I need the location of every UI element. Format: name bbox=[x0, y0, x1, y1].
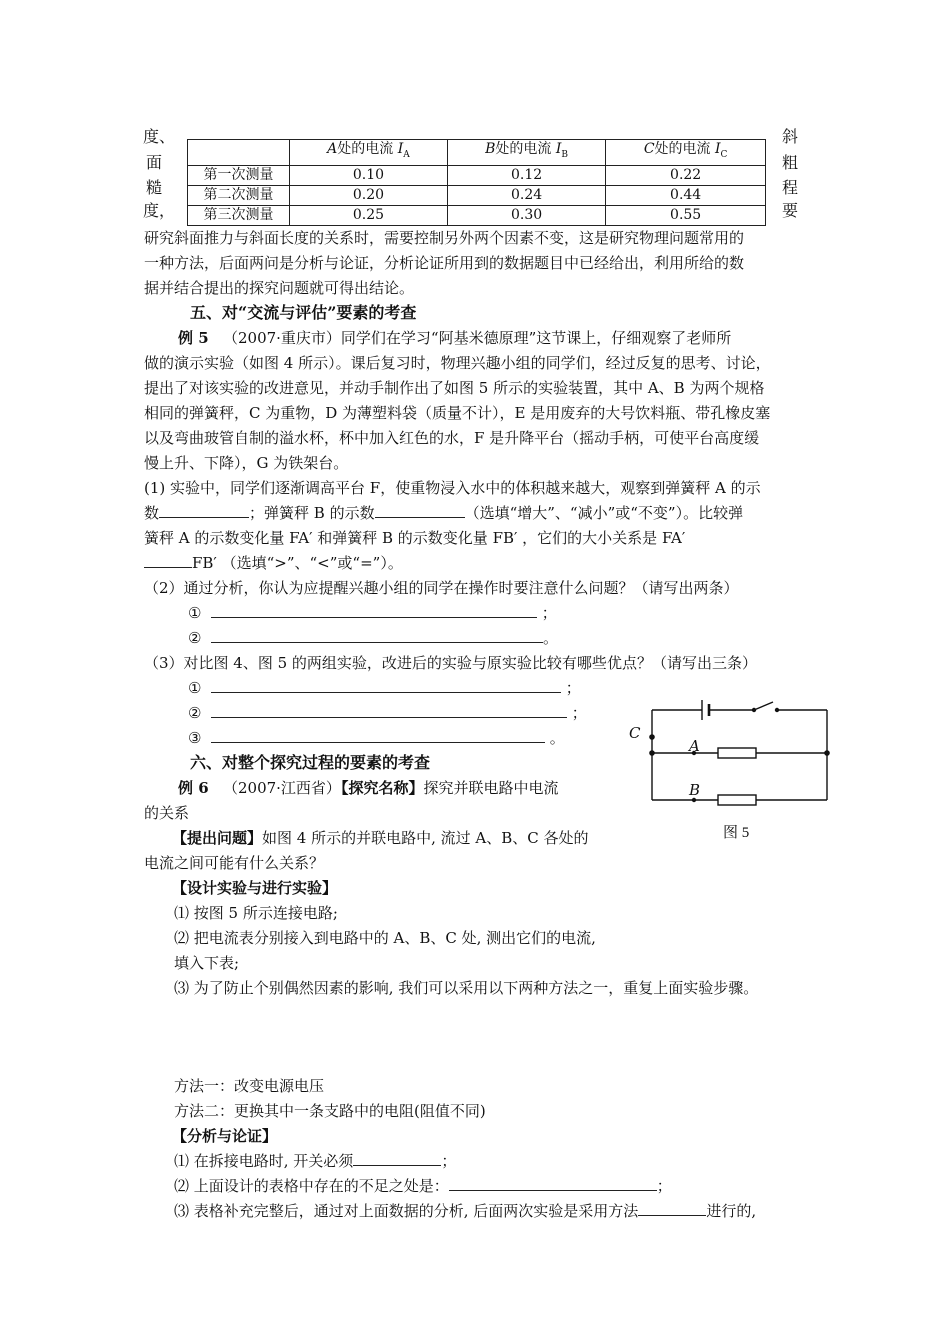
text-line: 据并结合提出的探究问题就可得出结论。 bbox=[144, 279, 415, 297]
text-line bbox=[144, 502, 743, 524]
text-span: 进行的, bbox=[706, 1202, 757, 1220]
section-title: 五、对“交流与评估”要素的考查 bbox=[190, 303, 417, 322]
text-span: （选填“增大”、“减小”或“不变”）。比较弹 bbox=[464, 504, 744, 522]
table-cell: 0.30 bbox=[447, 205, 605, 225]
figure-caption: 图 5 bbox=[723, 825, 750, 841]
text-span: ； bbox=[541, 604, 557, 622]
text-line: 研究斜面推力与斜面长度的关系时，需要控制另外两个因素不变，这是研究物理问题常用的 bbox=[144, 229, 745, 247]
text-span: ⑵ 上面设计的表格中存在的不足之处是： bbox=[174, 1177, 449, 1195]
side-char: 粗 bbox=[781, 153, 798, 172]
text-line bbox=[188, 727, 565, 749]
text-span: 。 bbox=[549, 729, 565, 747]
side-char: 度、 bbox=[143, 127, 176, 146]
table-header-cell: B处的电流 $I_B$ bbox=[447, 140, 605, 166]
text-line bbox=[188, 602, 557, 624]
table-cell: 0.44 bbox=[606, 185, 766, 205]
section-tag: 【探究名称】 bbox=[340, 779, 424, 797]
table-cell: 0.25 bbox=[290, 205, 448, 225]
text-span: ； bbox=[441, 1152, 457, 1170]
text-line: 一种方法，后面两问是分析与论证，分析论证所用到的数据题目中已经给出，利用所给的数 bbox=[144, 254, 745, 272]
text-span: 数 bbox=[144, 504, 160, 522]
resistor-b bbox=[718, 795, 756, 805]
item-marker: ① bbox=[188, 604, 202, 622]
example-label: 例 6 bbox=[178, 779, 209, 797]
section-tag: 【设计实验与进行实验】 bbox=[172, 879, 338, 897]
text-line bbox=[174, 1175, 672, 1197]
table-header-row bbox=[188, 140, 766, 166]
table-cell: 第二次测量 bbox=[188, 185, 290, 205]
text-line: 方法一：改变电源电压 bbox=[174, 1077, 325, 1095]
answer-blank[interactable] bbox=[211, 728, 545, 743]
table-cell: 第三次测量 bbox=[188, 205, 290, 225]
table-cell: 0.12 bbox=[447, 165, 605, 185]
answer-blank[interactable] bbox=[211, 703, 567, 718]
section-title: 六、对整个探究过程的要素的考查 bbox=[190, 753, 431, 772]
item-marker: ① bbox=[188, 679, 202, 697]
current-table bbox=[187, 139, 766, 226]
table-row bbox=[188, 205, 766, 225]
text-line: (1) 实验中，同学们逐渐调高平台 F，使重物浸入水中的体积越来越大，观察到弹簧秤 A 的示 bbox=[144, 479, 761, 497]
junction-node bbox=[824, 750, 830, 756]
text-line bbox=[188, 702, 587, 724]
text-span: 。 bbox=[543, 629, 559, 647]
text-line: 做的演示实验（如图 4 所示）。课后复习时，物理兴趣小组的同学们，经过反复的思考、讨论， bbox=[144, 354, 771, 372]
answer-blank[interactable] bbox=[211, 628, 543, 643]
text-line bbox=[174, 1150, 456, 1172]
text-line: 以及弯曲玻管自制的溢水杯，杯中加入红色的水，F 是升降平台（摇动手柄，可使平台高度缓 bbox=[144, 429, 760, 447]
label-a: A bbox=[689, 737, 700, 755]
junction-node bbox=[649, 734, 655, 740]
section-tag: 【分析与论证】 bbox=[172, 1127, 278, 1145]
text-line bbox=[178, 327, 731, 349]
answer-blank[interactable] bbox=[159, 503, 249, 518]
text-span: ⑴ 在拆接电路时, 开关必须 bbox=[174, 1152, 354, 1170]
text-span: （2007·江西省） bbox=[222, 779, 341, 797]
side-char: 斜 bbox=[781, 127, 798, 146]
switch-blade bbox=[754, 702, 773, 710]
table-cell: 0.20 bbox=[290, 185, 448, 205]
answer-blank[interactable] bbox=[211, 678, 561, 693]
text-span: （2007·重庆市）同学们在学习“阿基米德原理”这节课上，仔细观察了老师所 bbox=[222, 329, 732, 347]
text-line: 相同的弹簧秤，C 为重物，D 为薄塑料袋（质量不计），E 是用废弃的大号饮料瓶、带孔橡皮塞 bbox=[144, 404, 771, 422]
circuit-diagram bbox=[620, 690, 840, 810]
side-char: 糙 bbox=[145, 178, 162, 197]
text-line: 填入下表; bbox=[174, 954, 240, 972]
text-line bbox=[178, 777, 558, 799]
item-marker: ③ bbox=[188, 729, 202, 747]
table-header-cell: A处的电流 $I_A$ bbox=[290, 140, 448, 166]
text-line: ⑵ 把电流表分别接入到电路中的 A、B、C 处, 测出它们的电流, bbox=[174, 929, 596, 947]
text-line: （3）对比图 4、图 5 的两组实验，改进后的实验与原实验比较有哪些优点？（请写出三条） bbox=[144, 654, 757, 672]
text-line: 电流之间可能有什么关系？ bbox=[144, 854, 325, 872]
text-span: 探究并联电路中电流 bbox=[423, 779, 559, 797]
text-span: 如图 4 所示的并联电路中, 流过 A、B、C 各处的 bbox=[262, 829, 589, 847]
answer-blank[interactable] bbox=[144, 553, 192, 568]
text-line bbox=[174, 1200, 756, 1222]
label-b: B bbox=[689, 781, 701, 799]
text-line bbox=[188, 677, 581, 699]
table-cell: 0.24 bbox=[447, 185, 605, 205]
table-cell: 0.22 bbox=[606, 165, 766, 185]
answer-blank[interactable] bbox=[375, 503, 465, 518]
answer-blank[interactable] bbox=[638, 1201, 706, 1216]
table-cell: 0.55 bbox=[606, 205, 766, 225]
table-cell: 第一次测量 bbox=[188, 165, 290, 185]
text-line: ⑶ 为了防止个别偶然因素的影响, 我们可以采用以下两种方法之一，重复上面实验步骤。 bbox=[174, 979, 759, 997]
side-char: 度， bbox=[143, 201, 176, 220]
item-marker: ② bbox=[188, 629, 202, 647]
side-char: 要 bbox=[781, 201, 798, 220]
text-line: 簧秤 A 的示数变化量 FA′ 和弹簧秤 B 的示数变化量 FB′ ，它们的大小关系是 FA′ bbox=[144, 529, 686, 547]
section-tag: 【提出问题】 bbox=[172, 829, 263, 847]
resistor-a bbox=[718, 748, 756, 758]
text-line: （2）通过分析，你认为应提醒兴趣小组的同学在操作时要注意什么问题？（请写出两条） bbox=[144, 579, 739, 597]
junction-node bbox=[649, 750, 655, 756]
table-row bbox=[188, 185, 766, 205]
text-line bbox=[172, 827, 589, 849]
text-span: ； bbox=[571, 704, 587, 722]
text-line: 慢上升、下降），G 为铁架台。 bbox=[144, 454, 349, 472]
switch-contact bbox=[775, 708, 779, 712]
answer-blank[interactable] bbox=[211, 603, 537, 618]
table-header-cell: C处的电流 $I_C$ bbox=[606, 140, 766, 166]
answer-blank[interactable] bbox=[353, 1151, 441, 1166]
label-c: C bbox=[629, 724, 641, 742]
text-span: ； bbox=[565, 679, 581, 697]
text-span: FB′ （选填“>”、“<”或“=”）。 bbox=[192, 554, 403, 572]
text-span: ⑶ 表格补充完整后，通过对上面数据的分析, 后面两次实验是采用方法 bbox=[174, 1202, 639, 1220]
switch-contact bbox=[752, 708, 756, 712]
item-marker: ② bbox=[188, 704, 202, 722]
text-span: ；弹簧秤 B 的示数 bbox=[249, 504, 375, 522]
table-row bbox=[188, 165, 766, 185]
text-line: 方法二：更换其中一条支路中的电阻(阻值不同) bbox=[174, 1102, 486, 1120]
text-line: 提出了对该实验的改进意见，并动手制作出了如图 5 所示的实验装置，其中 A、B 为两个规格 bbox=[144, 379, 765, 397]
table-header-cell bbox=[188, 140, 290, 166]
text-line: 的关系 bbox=[144, 804, 190, 822]
side-char: 程 bbox=[781, 178, 798, 197]
example-label: 例 5 bbox=[178, 329, 209, 347]
answer-blank[interactable] bbox=[449, 1176, 657, 1191]
text-span: ； bbox=[656, 1177, 672, 1195]
side-char: 面 bbox=[145, 153, 162, 172]
text-line bbox=[188, 627, 558, 649]
text-line bbox=[144, 552, 403, 574]
table-cell: 0.10 bbox=[290, 165, 448, 185]
text-line: ⑴ 按图 5 所示连接电路; bbox=[174, 904, 338, 922]
